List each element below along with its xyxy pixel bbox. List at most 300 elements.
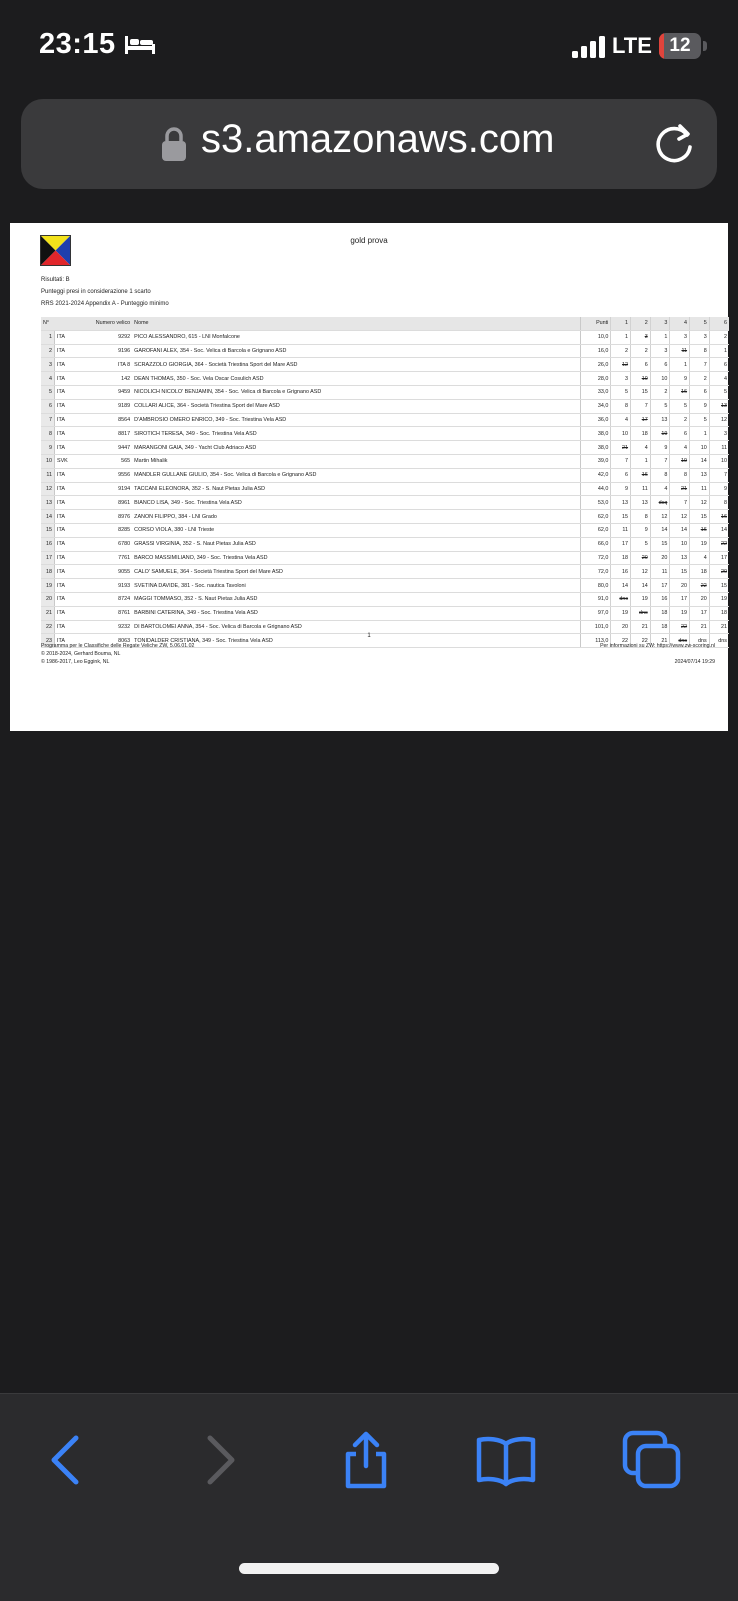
race-1-cell: 3 [611,372,631,386]
race-2-cell: dnc [631,606,651,620]
race-6-cell: 21 [709,620,729,634]
nation-cell: ITA [54,537,85,551]
points-cell: 36,0 [581,413,611,427]
name-cell: MANDLER GULLANE GIULIO, 354 - Soc. Velica di Barcola e Grignano ASD [132,468,581,482]
race-1-cell: 20 [611,620,631,634]
sail-number-cell: 6780 [86,537,133,551]
sail-number-cell: 8976 [86,510,133,524]
table-row [41,482,729,496]
header-race-1: 1 [611,317,631,330]
header-sail-number: Numero velico [86,317,133,330]
race-2-cell: 18 [631,427,651,441]
nation-cell: ITA [54,634,85,648]
race-4-cell: 4 [670,441,690,455]
tabs-button[interactable] [622,1430,682,1490]
status-bar [0,0,738,90]
race-5-cell: 6 [690,385,710,399]
table-row [41,413,729,427]
nation-cell: SVK [54,454,85,468]
name-cell: PICO ALESSANDRO, 615 - LNI Monfalcone [132,330,581,344]
network-type: LTE [612,33,652,58]
status-time: 23:15 [39,28,116,60]
points-cell: 38,0 [581,427,611,441]
race-6-cell: 7 [709,468,729,482]
header-name: Nome [132,317,581,330]
race-3-cell: 8 [650,468,670,482]
name-cell: MAGGI TOMMASO, 352 - S. Naut Pietas Julia ASD [132,592,581,606]
race-5-cell: 2 [690,372,710,386]
rank-cell: 18 [41,565,54,579]
race-2-cell: 14 [631,579,651,593]
points-cell: 72,0 [581,565,611,579]
race-3-cell: 20 [650,551,670,565]
bookmarks-button[interactable] [476,1430,536,1490]
nation-cell: ITA [54,358,85,372]
header-race-3: 3 [650,317,670,330]
race-2-cell: 7 [631,399,651,413]
rank-cell: 15 [41,523,54,537]
race-1-cell: dnc [611,592,631,606]
name-cell: DI BARTOLOMEI ANNA, 354 - Soc. Velica di Barcola e Grignano ASD [132,620,581,634]
rank-cell: 2 [41,344,54,358]
race-3-cell: 13 [650,413,670,427]
table-row [41,399,729,413]
sail-number-cell: 9447 [86,441,133,455]
race-1-cell: 22 [611,634,631,648]
race-6-cell: 15 [709,579,729,593]
race-1-cell: 11 [611,523,631,537]
race-1-cell: 6 [611,468,631,482]
points-cell: 38,0 [581,441,611,455]
sail-number-cell: 8063 [86,634,133,648]
points-cell: 33,0 [581,385,611,399]
race-6-cell: 9 [709,482,729,496]
nation-cell: ITA [54,372,85,386]
name-cell: Martin Mihalik [132,454,581,468]
url-text[interactable]: s3.amazonaws.com [201,117,555,161]
footer-info-link[interactable]: Per informazioni su ZW: https://www.zw-scoring.nl [600,643,715,649]
race-4-cell: dns [670,634,690,648]
points-cell: 62,0 [581,523,611,537]
rules-line: RRS 2021-2024 Appendix A - Punteggio minimo [41,301,169,307]
race-5-cell: 12 [690,496,710,510]
nation-cell: ITA [54,579,85,593]
race-4-cell: 6 [670,427,690,441]
race-4-cell: 7 [670,496,690,510]
race-4-cell: 9 [670,372,690,386]
race-2-cell: 19 [631,592,651,606]
sail-number-cell: 142 [86,372,133,386]
race-5-cell: 19 [690,537,710,551]
race-3-cell: 18 [650,606,670,620]
nation-cell: ITA [54,468,85,482]
race-6-cell: 18 [709,606,729,620]
header-race-5: 5 [690,317,710,330]
rank-cell: 13 [41,496,54,510]
points-cell: 42,0 [581,468,611,482]
rank-cell: 23 [41,634,54,648]
race-1-cell: 7 [611,454,631,468]
nation-cell: ITA [54,496,85,510]
rank-cell: 6 [41,399,54,413]
header-nation [54,317,85,330]
sail-number-cell: 8961 [86,496,133,510]
name-cell: TACCANI ELEONORA, 352 - S. Naut Pietas Julia ASD [132,482,581,496]
rank-cell: 7 [41,413,54,427]
race-3-cell: 7 [650,454,670,468]
race-2-cell: 8 [631,510,651,524]
name-cell: GAROFANI ALEX, 354 - Soc. Velica di Barcola e Grignano ASD [132,344,581,358]
race-5-cell: 18 [690,565,710,579]
race-5-cell: 13 [690,468,710,482]
footer-timestamp: 2024/07/14 19:29 [674,659,715,665]
sail-number-cell: 9196 [86,344,133,358]
race-5-cell: 1 [690,427,710,441]
nation-cell: ITA [54,482,85,496]
battery-percent: 12 [669,35,691,56]
table-row [41,454,729,468]
table-row [41,427,729,441]
race-3-cell: 6 [650,358,670,372]
race-5-cell: 14 [690,454,710,468]
points-cell: 101,0 [581,620,611,634]
race-6-cell: 6 [709,358,729,372]
race-6-cell: 3 [709,427,729,441]
points-cell: 113,0 [581,634,611,648]
footer-copyright-2: © 1986-2017, Leo Eggink, NL [41,659,110,665]
race-6-cell: 11 [709,441,729,455]
race-3-cell: 10 [650,372,670,386]
race-3-cell: dsq [650,496,670,510]
table-row [41,372,729,386]
rank-cell: 11 [41,468,54,482]
browser-toolbar [0,1393,738,1601]
rank-cell: 20 [41,592,54,606]
race-4-cell: 8 [670,468,690,482]
race-1-cell: 14 [611,579,631,593]
race-6-cell: 16 [709,510,729,524]
page-number: 1 [367,633,371,639]
race-1-cell: 10 [611,427,631,441]
race-1-cell: 17 [611,537,631,551]
race-2-cell: 3 [631,330,651,344]
race-6-cell: 4 [709,372,729,386]
nation-cell: ITA [54,344,85,358]
race-2-cell: 11 [631,482,651,496]
race-5-cell: 21 [690,620,710,634]
sail-number-cell: 8761 [86,606,133,620]
race-3-cell: 15 [650,537,670,551]
rank-cell: 12 [41,482,54,496]
points-cell: 72,0 [581,551,611,565]
race-4-cell: 11 [670,344,690,358]
race-1-cell: 9 [611,482,631,496]
race-2-cell: 4 [631,441,651,455]
race-4-cell: 19 [670,454,690,468]
race-4-cell: 13 [670,551,690,565]
race-2-cell: 9 [631,523,651,537]
sail-number-cell: 8285 [86,523,133,537]
race-5-cell: 15 [690,510,710,524]
header-race-6: 6 [709,317,729,330]
nation-cell: ITA [54,565,85,579]
race-5-cell: 5 [690,413,710,427]
table-row [41,592,729,606]
points-cell: 80,0 [581,579,611,593]
race-6-cell: 17 [709,551,729,565]
table-row [41,523,729,537]
points-cell: 39,0 [581,454,611,468]
rank-cell: 10 [41,454,54,468]
race-1-cell: 8 [611,399,631,413]
race-3-cell: 5 [650,399,670,413]
footer-program: Programma per le Classifiche delle Regate Veliche ZW, 5.06.01.02 [41,643,195,649]
points-cell: 34,0 [581,399,611,413]
table-row [41,330,729,344]
nation-cell: ITA [54,523,85,537]
race-4-cell: 22 [670,620,690,634]
back-button[interactable] [36,1430,96,1490]
name-cell: D'AMBROSIO OMERO ENRICO, 349 - Soc. Triestina Vela ASD [132,413,581,427]
name-cell: COLLARI ALICE, 364 - Società Triestina Sport del Mare ASD [132,399,581,413]
race-2-cell: 12 [631,565,651,579]
name-cell: SIROTICH TERESA, 349 - Soc. Triestina Vela ASD [132,427,581,441]
header-race-2: 2 [631,317,651,330]
sail-number-cell: 9459 [86,385,133,399]
race-3-cell: 2 [650,385,670,399]
race-4-cell: 3 [670,330,690,344]
points-cell: 28,0 [581,372,611,386]
sail-number-cell: ITA 8 [86,358,133,372]
footer-copyright-1: © 2018-2024, Gerhard Bouma, NL [41,651,121,657]
name-cell: ZANON FILIPPO, 384 - LNI Grado [132,510,581,524]
table-row [41,565,729,579]
race-6-cell: 8 [709,496,729,510]
race-4-cell: 21 [670,482,690,496]
race-1-cell: 18 [611,551,631,565]
rank-cell: 3 [41,358,54,372]
race-2-cell: 5 [631,537,651,551]
discard-line: Punteggi presi in considerazione 1 scarto [41,289,151,295]
nation-cell: ITA [54,592,85,606]
battery-icon [659,33,701,59]
race-6-cell: 2 [709,330,729,344]
race-2-cell: 17 [631,413,651,427]
sail-number-cell: 8724 [86,592,133,606]
rank-cell: 1 [41,330,54,344]
race-4-cell: 19 [670,606,690,620]
race-1-cell: 4 [611,413,631,427]
race-1-cell: 16 [611,565,631,579]
race-3-cell: 4 [650,482,670,496]
table-row [41,579,729,593]
sail-number-cell: 565 [86,454,133,468]
race-6-cell: dns [709,634,729,648]
table-row [41,510,729,524]
race-1-cell: 15 [611,510,631,524]
home-indicator[interactable] [239,1563,499,1574]
race-3-cell: 11 [650,565,670,579]
race-4-cell: 15 [670,565,690,579]
race-1-cell: 1 [611,330,631,344]
battery-cap [703,41,707,51]
race-3-cell: 3 [650,344,670,358]
table-header-row [41,317,729,330]
sail-number-cell: 9194 [86,482,133,496]
race-2-cell: 2 [631,344,651,358]
sail-number-cell: 8564 [86,413,133,427]
race-3-cell: 9 [650,441,670,455]
address-bar[interactable] [21,99,717,189]
points-cell: 97,0 [581,606,611,620]
race-3-cell: 16 [650,592,670,606]
results-table [41,317,729,648]
race-2-cell: 15 [631,385,651,399]
points-cell: 91,0 [581,592,611,606]
signal-bars-icon [572,36,606,58]
points-cell: 16,0 [581,344,611,358]
name-cell: CORSO VIOLA, 380 - LNI Trieste [132,523,581,537]
points-cell: 26,0 [581,358,611,372]
nation-cell: ITA [54,441,85,455]
race-5-cell: 11 [690,482,710,496]
race-2-cell: 6 [631,358,651,372]
sail-number-cell: 9193 [86,579,133,593]
race-1-cell: 2 [611,344,631,358]
race-4-cell: 2 [670,413,690,427]
rank-cell: 4 [41,372,54,386]
race-4-cell: 10 [670,537,690,551]
rank-cell: 19 [41,579,54,593]
results-line: Risultati: B [41,277,70,283]
rank-cell: 5 [41,385,54,399]
name-cell: BARCO MASSIMILIANO, 349 - Soc. Triestina Vela ASD [132,551,581,565]
sail-number-cell: 9189 [86,399,133,413]
points-cell: 66,0 [581,537,611,551]
race-4-cell: 5 [670,399,690,413]
race-1-cell: 12 [611,358,631,372]
race-4-cell: 16 [670,385,690,399]
name-cell: TONIDALDER CRISTIANA, 349 - Soc. Triestina Vela ASD [132,634,581,648]
header-race-4: 4 [670,317,690,330]
race-6-cell: 12 [709,413,729,427]
table-row [41,496,729,510]
name-cell: NICOLICH NICOLO' BENJAMIN, 354 - Soc. Velica di Barcola e Grignano ASD [132,385,581,399]
race-4-cell: 12 [670,510,690,524]
race-3-cell: 12 [650,510,670,524]
table-row [41,468,729,482]
race-5-cell: 7 [690,358,710,372]
race-2-cell: 22 [631,634,651,648]
race-2-cell: 16 [631,468,651,482]
sail-number-cell: 8817 [86,427,133,441]
table-row [41,606,729,620]
nation-cell: ITA [54,385,85,399]
points-cell: 44,0 [581,482,611,496]
race-3-cell: 19 [650,427,670,441]
name-cell: DEAN THOMAS, 350 - Soc. Vela Oscar Cosulich ASD [132,372,581,386]
rank-cell: 21 [41,606,54,620]
rank-cell: 9 [41,441,54,455]
table-row [41,537,729,551]
race-1-cell: 5 [611,385,631,399]
lock-icon [161,126,187,162]
nation-cell: ITA [54,413,85,427]
race-2-cell: 20 [631,551,651,565]
forward-button[interactable] [190,1430,250,1490]
race-5-cell: 9 [690,399,710,413]
race-6-cell: 13 [709,399,729,413]
race-4-cell: 14 [670,523,690,537]
race-4-cell: 20 [670,579,690,593]
race-5-cell: 20 [690,592,710,606]
bed-icon [124,34,156,56]
share-button[interactable] [336,1430,396,1490]
race-1-cell: 21 [611,441,631,455]
race-4-cell: 17 [670,592,690,606]
race-5-cell: 10 [690,441,710,455]
table-row [41,385,729,399]
results-document [10,223,728,731]
race-4-cell: 1 [670,358,690,372]
rank-cell: 8 [41,427,54,441]
nation-cell: ITA [54,399,85,413]
name-cell: MARANGONI GAIA, 349 - Yacht Club Adriaco ASD [132,441,581,455]
race-5-cell: 16 [690,523,710,537]
points-cell: 10,0 [581,330,611,344]
reload-icon[interactable] [651,121,697,167]
header-points: Punti [581,317,611,330]
race-3-cell: 1 [650,330,670,344]
rank-cell: 16 [41,537,54,551]
rank-cell: 17 [41,551,54,565]
points-cell: 62,0 [581,510,611,524]
nation-cell: ITA [54,330,85,344]
header-position: N° [41,317,54,330]
race-6-cell: 10 [709,454,729,468]
table-row [41,344,729,358]
race-5-cell: 17 [690,606,710,620]
sail-number-cell: 7761 [86,551,133,565]
race-3-cell: 17 [650,579,670,593]
race-5-cell: 22 [690,579,710,593]
nation-cell: ITA [54,551,85,565]
race-2-cell: 10 [631,372,651,386]
name-cell: SVETINA DAVIDE, 381 - Soc. nautica Tavoloni [132,579,581,593]
race-3-cell: 21 [650,634,670,648]
name-cell: GRASSI VIRGINIA, 352 - S. Naut Pietas Julia ASD [132,537,581,551]
table-row [41,551,729,565]
table-row [41,358,729,372]
sail-number-cell: 9292 [86,330,133,344]
race-5-cell: 8 [690,344,710,358]
race-2-cell: 1 [631,454,651,468]
race-6-cell: 14 [709,523,729,537]
rank-cell: 22 [41,620,54,634]
race-1-cell: 13 [611,496,631,510]
nation-cell: ITA [54,606,85,620]
table-row [41,620,729,634]
race-6-cell: 5 [709,385,729,399]
points-cell: 53,0 [581,496,611,510]
name-cell: BIANCO LISA, 349 - Soc. Triestina Vela ASD [132,496,581,510]
name-cell: SCRAZZOLO GIORGIA, 364 - Società Triestina Sport del Mare ASD [132,358,581,372]
race-1-cell: 19 [611,606,631,620]
race-6-cell: 22 [709,537,729,551]
race-5-cell: 4 [690,551,710,565]
race-6-cell: 19 [709,592,729,606]
name-cell: CALO' SAMUELE, 364 - Società Triestina Sport del Mare ASD [132,565,581,579]
